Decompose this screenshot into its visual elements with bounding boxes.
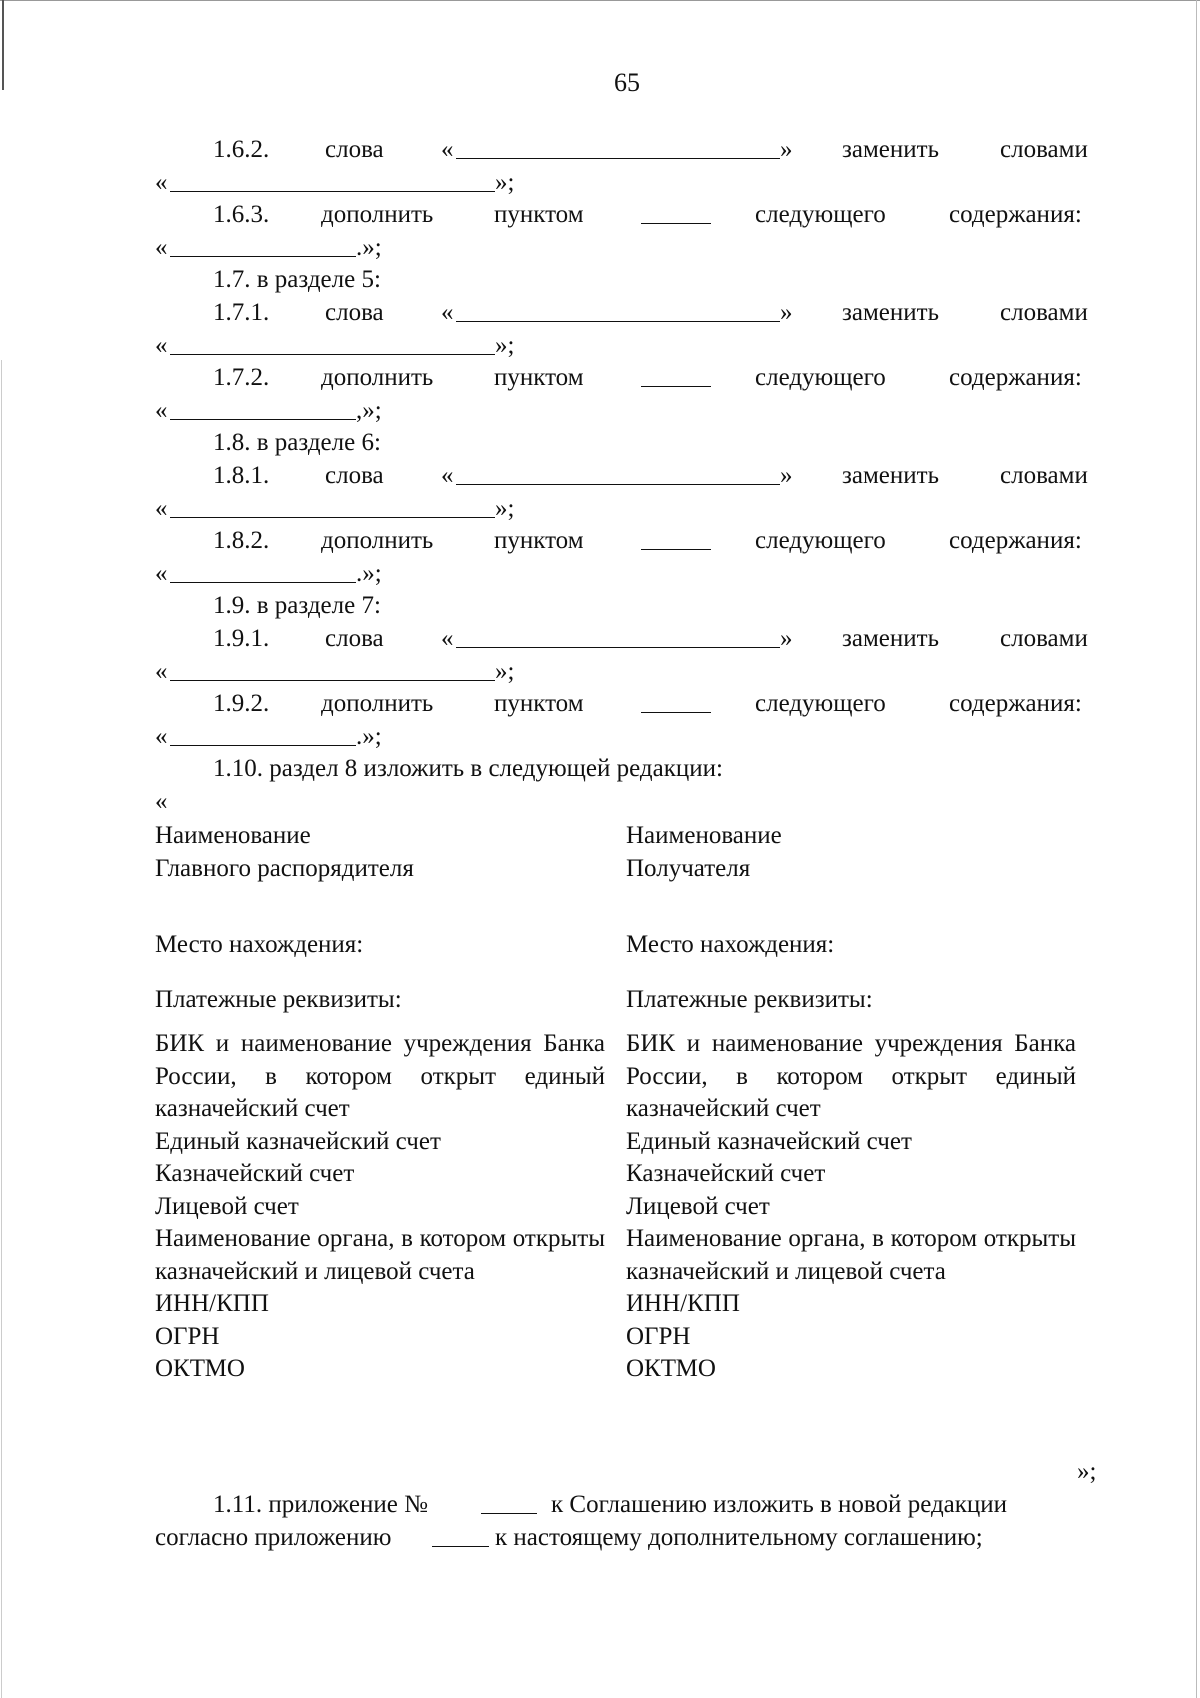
organ-label: Наименование органа, в котором открыты казначейский и лицевой счета bbox=[626, 1225, 1076, 1285]
scan-edge-top bbox=[0, 0, 1200, 1]
right-column bbox=[626, 820, 1076, 1386]
item-111-start: 1.11. приложение № bbox=[213, 1491, 428, 1518]
open-quote: « bbox=[441, 299, 454, 326]
ogrn-label: ОГРН bbox=[626, 1322, 691, 1350]
word-slovami: словами bbox=[1000, 462, 1088, 489]
item-number: 1.6.2. bbox=[213, 136, 270, 163]
word-soderzhaniya: содержания: bbox=[949, 201, 1082, 228]
column-title-line2: Получателя bbox=[626, 854, 751, 882]
organ-label: Наименование органа, в котором открыты казначейский и лицевой счета bbox=[155, 1225, 605, 1285]
payment-label: Платежные реквизиты: bbox=[626, 985, 873, 1013]
word-zamenit: заменить bbox=[842, 136, 939, 163]
line-end: »; bbox=[495, 332, 515, 359]
treasury-account-label: Казначейский счет bbox=[626, 1160, 826, 1187]
inn-kpp-label: ИНН/КПП bbox=[626, 1290, 740, 1317]
blank-field bbox=[641, 527, 711, 550]
word-sleduyushchego: следующего bbox=[755, 201, 886, 228]
word-soderzhaniya: содержания: bbox=[949, 690, 1082, 717]
location-label: Место нахождения: bbox=[155, 931, 364, 958]
scan-edge-left-low bbox=[1, 360, 2, 1698]
bik-label: БИК и наименование учреждения Банка России, в котором открыт единый казначейский счет bbox=[155, 1030, 605, 1122]
word-zamenit: заменить bbox=[842, 299, 939, 326]
word-sleduyushchego: следующего bbox=[755, 527, 886, 554]
item-111-line2-start: согласно приложению bbox=[155, 1524, 392, 1551]
blank-field bbox=[456, 462, 780, 485]
word-punktom: пунктом bbox=[494, 364, 584, 391]
line-end: »; bbox=[495, 658, 515, 685]
column-title-line1: Наименование bbox=[155, 822, 311, 849]
open-quote: « bbox=[155, 658, 168, 685]
personal-account-label: Лицевой счет bbox=[155, 1192, 299, 1220]
close-quote: » bbox=[780, 299, 793, 326]
word-slovami: словами bbox=[1000, 136, 1088, 163]
word-slova: слова bbox=[325, 136, 384, 163]
word-slova: слова bbox=[325, 299, 384, 326]
line-end: »; bbox=[495, 495, 515, 522]
blank-field bbox=[170, 658, 495, 681]
blank-field bbox=[170, 723, 356, 746]
word-dopolnit: дополнить bbox=[321, 364, 434, 391]
blank-field bbox=[170, 169, 495, 192]
blank-field bbox=[481, 1491, 537, 1514]
section-heading: 1.8. в разделе 6: bbox=[213, 429, 381, 456]
scan-edge-right bbox=[1196, 0, 1197, 1698]
open-quote: « bbox=[441, 625, 454, 652]
left-column bbox=[155, 820, 605, 1386]
word-sleduyushchego: следующего bbox=[755, 364, 886, 391]
line-end: .»; bbox=[356, 723, 382, 750]
open-quote: « bbox=[155, 560, 168, 587]
page-number: 65 bbox=[614, 68, 640, 97]
oktmo-label: ОКТМО bbox=[626, 1355, 716, 1382]
word-soderzhaniya: содержания: bbox=[949, 364, 1082, 391]
word-slovami: словами bbox=[1000, 299, 1088, 326]
word-dopolnit: дополнить bbox=[321, 690, 434, 717]
blank-field bbox=[456, 136, 780, 159]
section-heading: 1.7. в разделе 5: bbox=[213, 266, 381, 293]
item-111-line2-rest: к настоящему дополнительному соглашению; bbox=[495, 1524, 983, 1551]
column-title-line2: Главного распорядителя bbox=[155, 854, 414, 882]
item-number: 1.7.2. bbox=[213, 364, 270, 391]
blank-field bbox=[641, 201, 711, 224]
line-end: »; bbox=[495, 169, 515, 196]
payment-label: Платежные реквизиты: bbox=[155, 985, 402, 1013]
word-sleduyushchego: следующего bbox=[755, 690, 886, 717]
open-quote: « bbox=[155, 169, 168, 196]
open-quote: « bbox=[155, 234, 168, 261]
open-quote: « bbox=[155, 495, 168, 522]
word-slova: слова bbox=[325, 625, 384, 652]
word-punktom: пунктом bbox=[494, 527, 584, 554]
oktmo-label: ОКТМО bbox=[155, 1355, 245, 1382]
closing-quote: »; bbox=[1077, 1458, 1097, 1485]
open-quote: « bbox=[441, 136, 454, 163]
blank-field bbox=[170, 495, 495, 518]
item-111-rest: к Соглашению изложить в новой редакции bbox=[551, 1491, 1008, 1518]
blank-field bbox=[641, 364, 711, 387]
word-zamenit: заменить bbox=[842, 462, 939, 489]
item-number: 1.7.1. bbox=[213, 299, 270, 326]
line-end: .»; bbox=[356, 234, 382, 261]
word-slova: слова bbox=[325, 462, 384, 489]
open-quote: « bbox=[155, 788, 168, 815]
item-number: 1.9.2. bbox=[213, 690, 270, 717]
item-number: 1.6.3. bbox=[213, 201, 270, 228]
blank-field bbox=[432, 1524, 489, 1547]
blank-field bbox=[170, 234, 356, 257]
open-quote: « bbox=[155, 332, 168, 359]
close-quote: » bbox=[780, 136, 793, 163]
blank-field bbox=[170, 397, 356, 420]
word-punktom: пунктом bbox=[494, 201, 584, 228]
personal-account-label: Лицевой счет bbox=[626, 1192, 770, 1220]
section-heading: 1.10. раздел 8 изложить в следующей редакции: bbox=[213, 755, 723, 782]
word-soderzhaniya: содержания: bbox=[949, 527, 1082, 554]
single-account-label: Единый казначейский счет bbox=[626, 1127, 912, 1155]
blank-field bbox=[456, 625, 780, 648]
close-quote: » bbox=[780, 462, 793, 489]
line-end: .»; bbox=[356, 560, 382, 587]
word-zamenit: заменить bbox=[842, 625, 939, 652]
single-account-label: Единый казначейский счет bbox=[155, 1127, 441, 1155]
treasury-account-label: Казначейский счет bbox=[155, 1160, 355, 1187]
open-quote: « bbox=[441, 462, 454, 489]
blank-field bbox=[641, 690, 711, 713]
open-quote: « bbox=[155, 723, 168, 750]
location-label: Место нахождения: bbox=[626, 931, 835, 958]
blank-field bbox=[170, 560, 356, 583]
item-number: 1.8.1. bbox=[213, 462, 270, 489]
word-slovami: словами bbox=[1000, 625, 1088, 652]
word-punktom: пунктом bbox=[494, 690, 584, 717]
column-title-line1: Наименование bbox=[626, 822, 782, 849]
word-dopolnit: дополнить bbox=[321, 201, 434, 228]
close-quote: » bbox=[780, 625, 793, 652]
ogrn-label: ОГРН bbox=[155, 1322, 220, 1350]
inn-kpp-label: ИНН/КПП bbox=[155, 1290, 269, 1317]
item-number: 1.8.2. bbox=[213, 527, 270, 554]
bik-label: БИК и наименование учреждения Банка России, в котором открыт единый казначейский счет bbox=[626, 1030, 1076, 1122]
word-dopolnit: дополнить bbox=[321, 527, 434, 554]
line-end: ,»; bbox=[356, 397, 382, 424]
open-quote: « bbox=[155, 397, 168, 424]
blank-field bbox=[170, 332, 495, 355]
blank-field bbox=[456, 299, 780, 322]
item-number: 1.9.1. bbox=[213, 625, 270, 652]
section-heading: 1.9. в разделе 7: bbox=[213, 592, 381, 619]
